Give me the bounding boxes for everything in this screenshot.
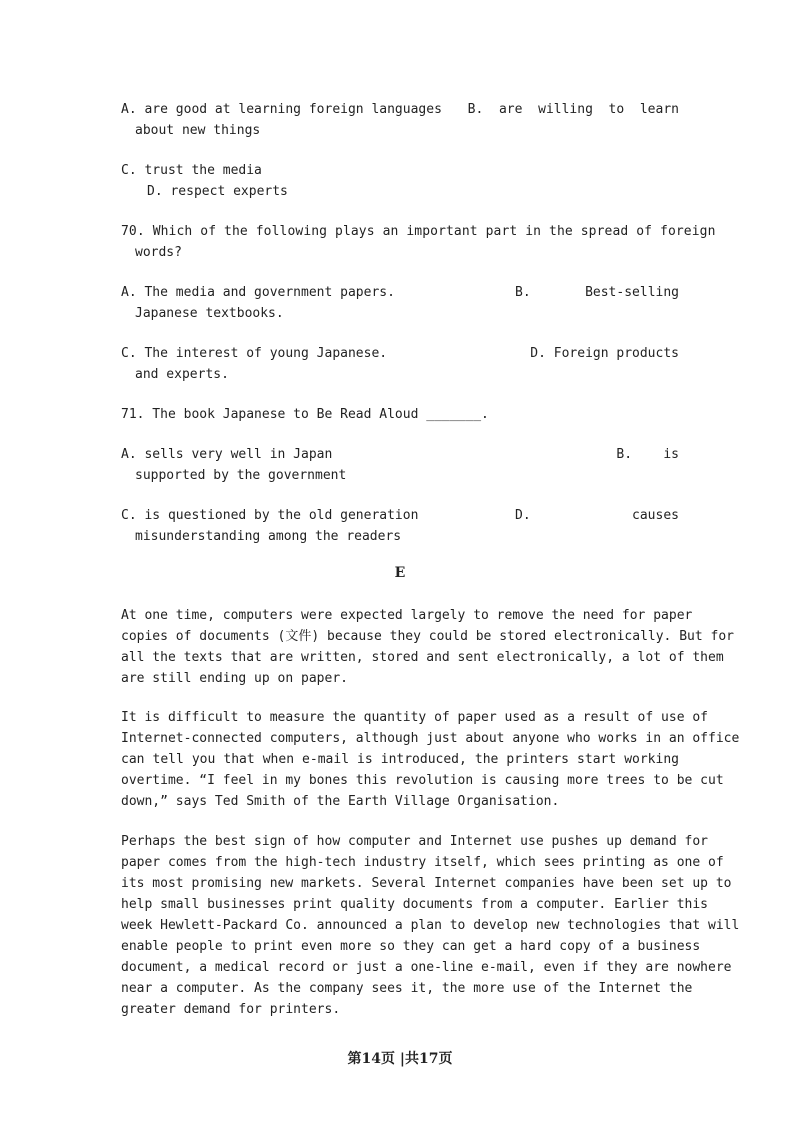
passage-line: down,” says Ted Smith of the Earth Village Organisation. [121,794,560,809]
q71-option-d-cont: misunderstanding among the readers [135,529,402,544]
passage-line: At one time, computers were expected largely to remove the need for paper [121,608,693,623]
q71-option-d: causes [632,508,679,523]
q71-option-b: B. is [616,447,679,462]
passage-line: document, a medical record or just a one-line e-mail, even if they are nowhere [121,960,732,975]
page-footer: 第14页 |共17页 [347,1051,453,1067]
q71-option-d-label: D. [515,508,531,523]
passage-line: paper comes from the high-tech industry itself, which sees printing as one of [121,855,724,870]
passage-line: its most promising new markets. Several Internet companies have been set up to [121,876,732,891]
q70-stem: 70. Which of the following plays an important part in the spread of foreign [121,224,716,239]
q70-option-d-cont: and experts. [135,367,229,382]
q69-option-c: C. trust the media [121,163,262,178]
passage-line: near a computer. As the company sees it, the more use of the Internet the [121,981,693,996]
passage-line: are still ending up on paper. [121,671,348,686]
passage-line: Perhaps the best sign of how computer and Internet use pushes up demand for [121,834,708,849]
q70-option-b-cont: Japanese textbooks. [135,306,284,321]
passage-line: It is difficult to measure the quantity of paper used as a result of use of [121,710,708,725]
q70-option-a: A. The media and government papers. [121,285,395,300]
q71-option-c: C. is questioned by the old generation [121,508,419,523]
passage-line: overtime. “I feel in my bones this revolution is causing more trees to be cut [121,773,724,788]
q69-option-a: A. are good at learning foreign languages [121,102,442,117]
q70-option-b-label: B. [515,285,531,300]
section-heading: E [394,565,406,581]
q71-stem: 71. The book Japanese to Be Read Aloud _______. [121,407,489,422]
passage-line: Internet-connected computers, although just about anyone who works in an office [121,731,740,746]
passage-line: enable people to print even more so they can get a hard copy of a business [121,939,701,954]
q69-option-d: D. respect experts [147,184,288,199]
q71-option-b-cont: supported by the government [135,468,347,483]
passage-line: can tell you that when e-mail is introduced, the printers start working [121,752,679,767]
q71-option-a: A. sells very well in Japan [121,447,333,462]
passage-line: help small businesses print quality documents from a computer. Earlier this [121,897,708,912]
passage-line: week Hewlett-Packard Co. announced a plan to develop new technologies that will [121,918,740,933]
passage-line: all the texts that are written, stored and sent electronically, a lot of them [121,650,724,665]
passage-line: copies of documents (文件) because they could be stored electronically. But for [121,629,734,644]
q69-option-b-cont: about new things [135,123,261,138]
passage-line: greater demand for printers. [121,1002,341,1017]
q70-option-b: Best-selling [585,285,679,300]
q70-stem-cont: words? [135,245,182,260]
q70-option-d: D. Foreign products [530,346,679,361]
q69-option-b: B. are willing to learn [467,102,679,117]
q70-option-c: C. The interest of young Japanese. [121,346,388,361]
